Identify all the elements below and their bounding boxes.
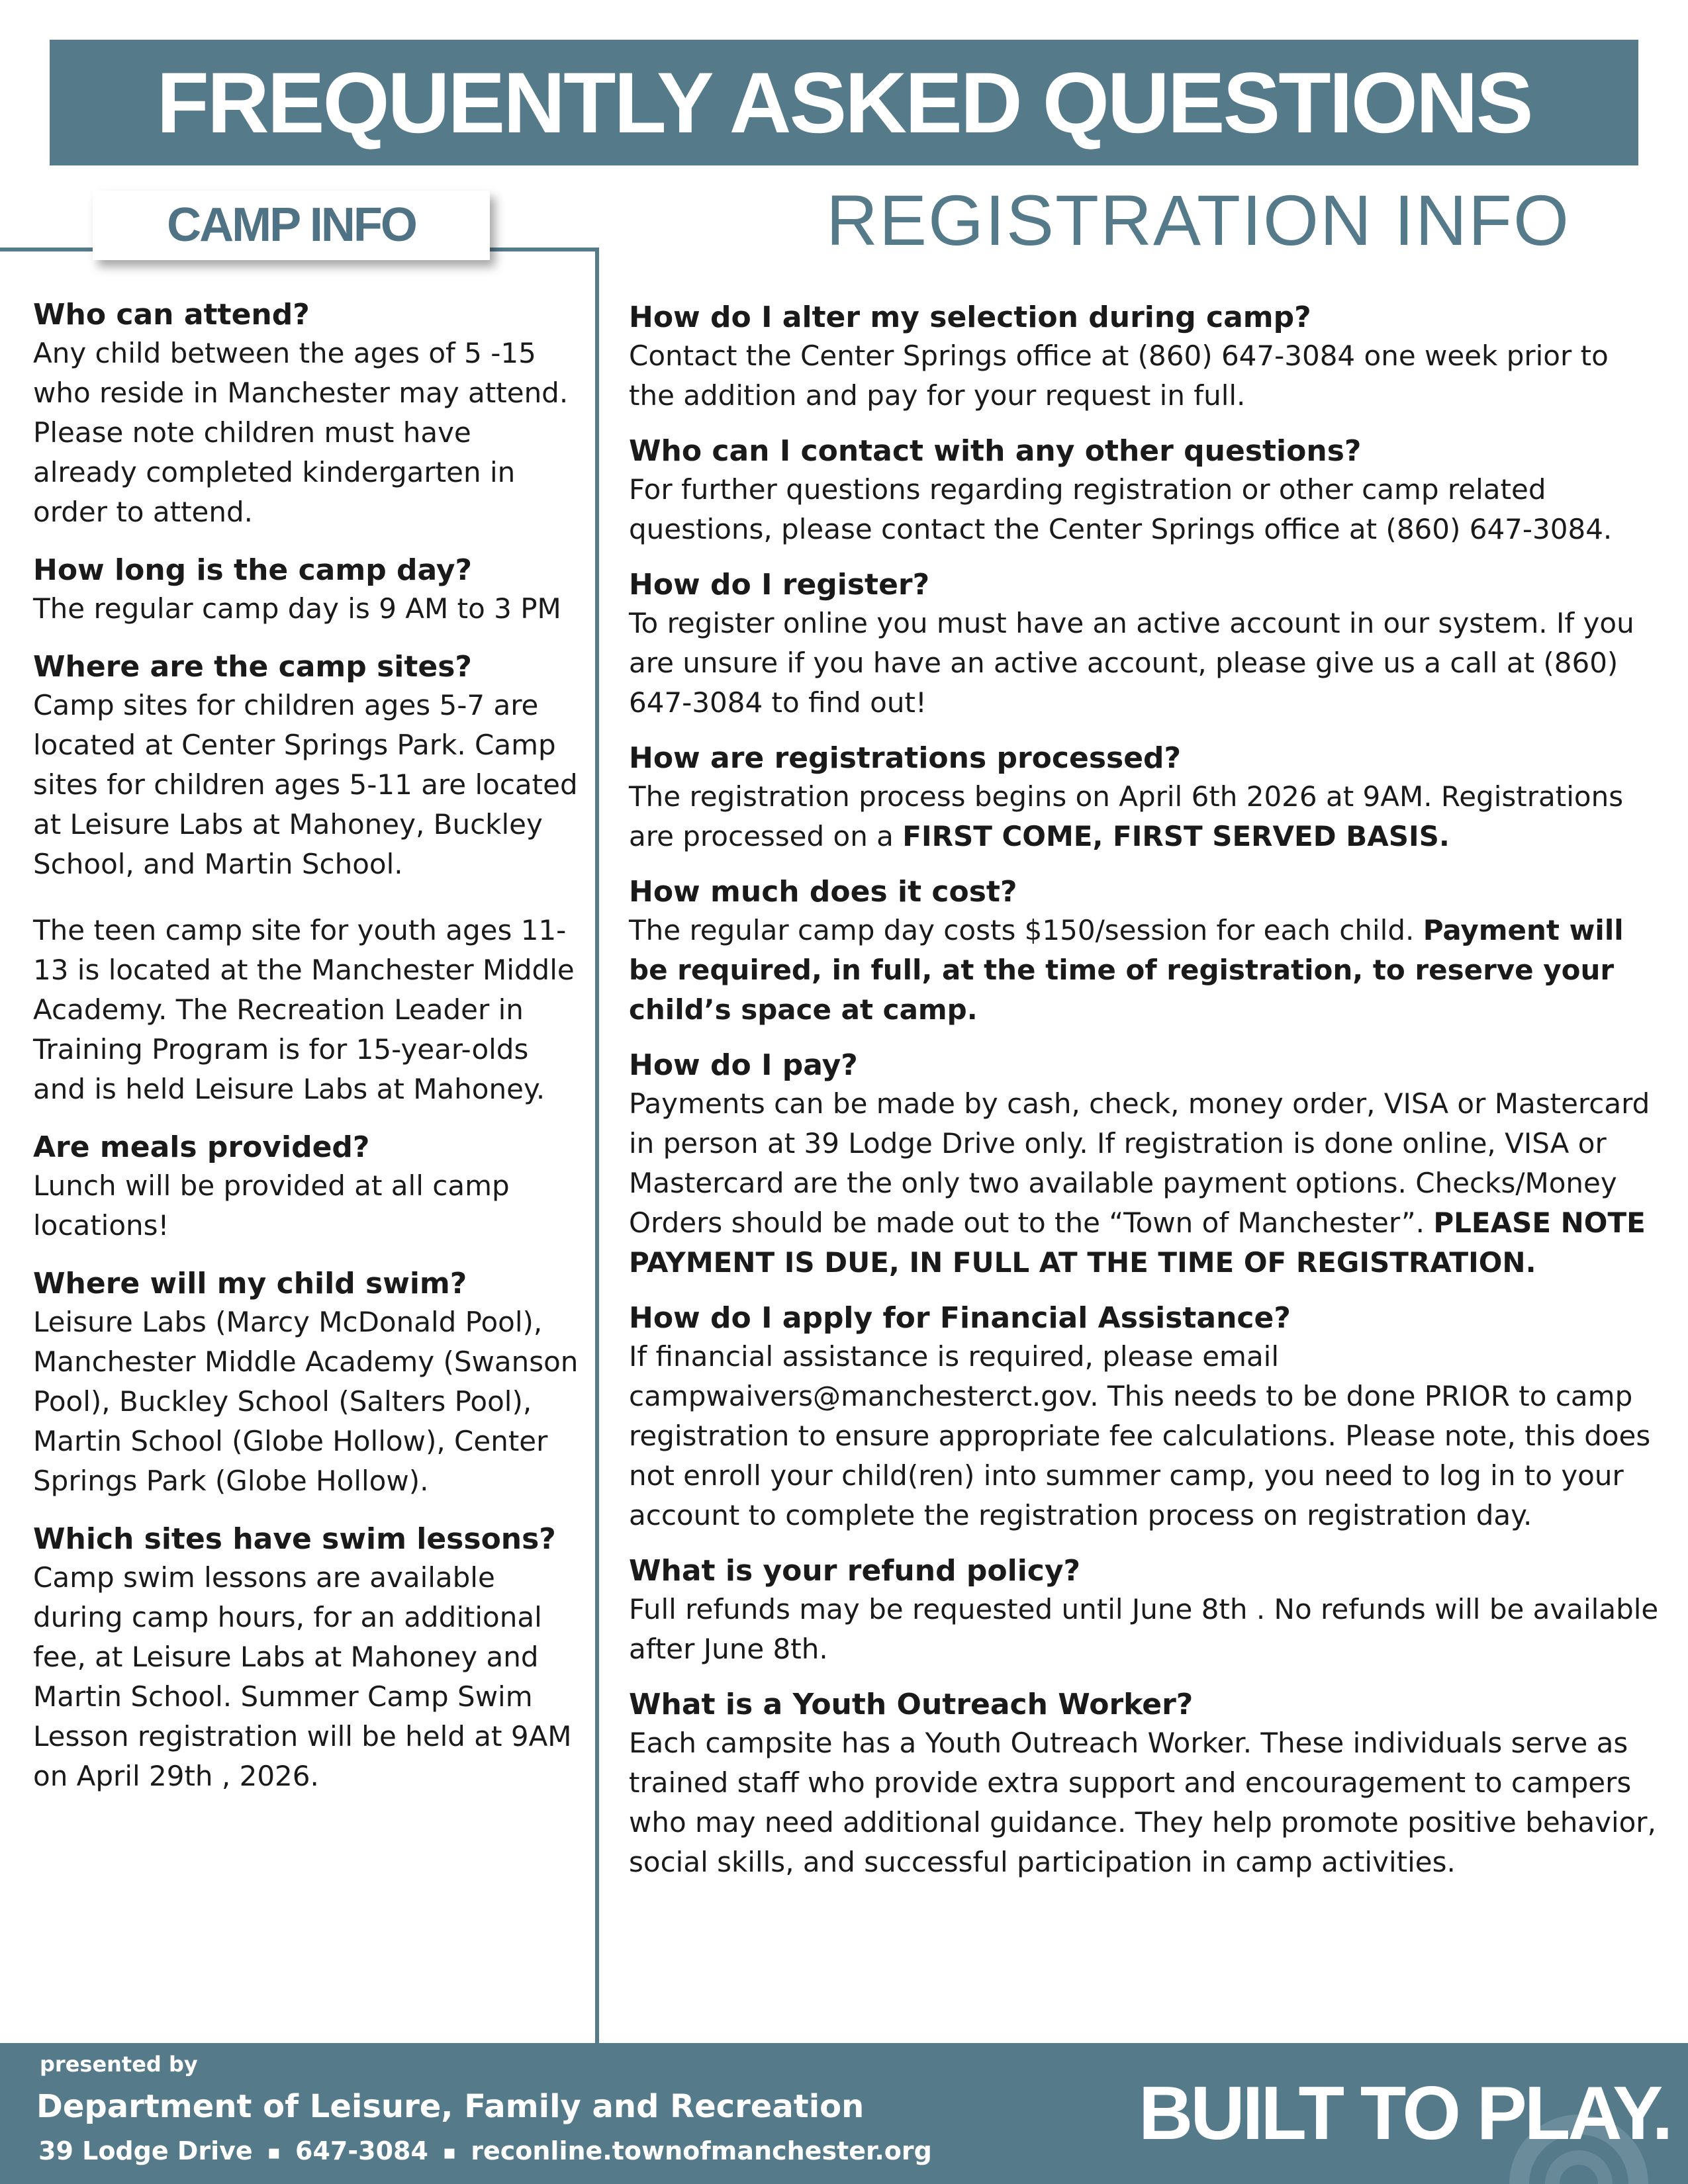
faq-item xyxy=(629,1686,1662,1882)
paragraph-gap xyxy=(33,884,583,911)
address-text: 39 Lodge Drive xyxy=(38,2136,253,2165)
faq-item xyxy=(33,1129,583,1246)
faq-question: Who can I contact with any other questions? xyxy=(629,434,1362,468)
department-name: Department of Leisure, Family and Recreation xyxy=(36,2088,865,2125)
faq-answer: Each campsite has a Youth Outreach Worker. These individuals serve as trained staff who provide extra support and encouragement to campers who may need additional guidance. They help promote positive behavior, social skills, and successful participation in camp activities. xyxy=(629,1727,1656,1878)
faq-item xyxy=(33,1521,583,1796)
faq-answer: Lunch will be provided at all camp locations! xyxy=(33,1169,510,1242)
faq-item xyxy=(33,552,583,629)
faq-item xyxy=(629,740,1662,856)
faq-question: What is your refund policy? xyxy=(629,1554,1081,1588)
website-link[interactable]: reconline.townofmanchester.org xyxy=(471,2136,932,2165)
phone-text: 647-3084 xyxy=(295,2136,428,2165)
camp-info-heading: CAMP INFO xyxy=(167,199,416,251)
faq-answer xyxy=(629,1084,1662,1283)
faq-answer-emphasis: FIRST COME, FIRST SERVED BASIS. xyxy=(902,820,1450,852)
faq-answer: Camp swim lessons are available during camp hours, for an additional fee, at Leisure Labs at Mahoney and Martin School. Summer Camp Swim Lesson registration will be held at 9AM on April 29th , 2026. xyxy=(33,1561,572,1792)
faq-item xyxy=(629,299,1662,416)
faq-item xyxy=(629,1300,1662,1535)
faq-item xyxy=(629,1553,1662,1669)
page-title: FREQUENTLY ASKED QUESTIONS xyxy=(156,54,1532,151)
faq-question: Are meals provided? xyxy=(33,1130,370,1164)
faq-answer: The regular camp day is 9 AM to 3 PM xyxy=(33,592,561,625)
faq-question: How are registrations processed? xyxy=(629,741,1182,775)
faq-answer: Full refunds may be requested until June 8th . No refunds will be available after June 8th. xyxy=(629,1593,1659,1665)
registration-info-heading: REGISTRATION INFO xyxy=(825,180,1571,260)
slogan-logo: BUILT TO PLAY. xyxy=(1139,2071,1671,2156)
faq-answer-text: The regular camp day costs $150/session for each child. xyxy=(629,914,1423,946)
faq-question: How do I pay? xyxy=(629,1048,858,1082)
contact-line xyxy=(38,2136,932,2165)
faq-answer xyxy=(629,777,1662,856)
faq-item xyxy=(33,296,583,532)
faq-answer: Any child between the ages of 5 -15 who reside in Manchester may attend. Please note children must have already completed kindergarten in order to attend. xyxy=(33,337,569,528)
faq-answer: Camp sites for children ages 5-7 are located at Center Springs Park. Camp sites for children ages 5-11 are located at Leisure Labs at Mahoney, Buckley School, and Martin School. xyxy=(33,689,578,880)
faq-question: Which sites have swim lessons? xyxy=(33,1522,556,1556)
faq-question: How much does it cost? xyxy=(629,875,1017,909)
faq-answer: Leisure Labs (Marcy McDonald Pool), Manchester Middle Academy (Swanson Pool), Buckley School (Salters Pool), Martin School (Globe Hollow), Center Springs Park (Globe Hollow). xyxy=(33,1306,579,1497)
faq-answer-emphasis: PLEASE NOTE PAYMENT IS DUE, IN FULL AT THE TIME OF REGISTRATION. xyxy=(629,1206,1646,1279)
faq-question: How long is the camp day? xyxy=(33,553,473,587)
separator-icon: ▪ xyxy=(442,2141,457,2164)
faq-question: Where will my child swim? xyxy=(33,1267,467,1300)
presented-by-label: presented by xyxy=(40,2052,198,2077)
faq-answer: For further questions regarding registration or other camp related questions, please contact the Center Springs office at (860) 647-3084. xyxy=(629,473,1613,545)
faq-answer: To register online you must have an active account in our system. If you are unsure if you have an active account, please give us a call at (860) 647-3084 to find out! xyxy=(629,607,1634,719)
faq-item xyxy=(629,874,1662,1030)
faq-question: What is a Youth Outreach Worker? xyxy=(629,1688,1194,1721)
faq-answer: If financial assistance is required, please email campwaivers@manchesterct.gov. This needs to be done PRIOR to camp registration to ensure appropriate fee calculations. Please note, this does not enroll your child(ren) into summer camp, you need to log in to your account to complete the registration process on registration day. xyxy=(629,1340,1651,1531)
camp-info-column xyxy=(33,296,583,1816)
faq-question: How do I apply for Financial Assistance? xyxy=(629,1301,1291,1335)
faq-answer-text: Payments can be made by cash, check, money order, VISA or Mastercard in person at 39 Lodge Drive only. If registration is done online, VISA or Mastercard are the only two available payment options. Checks/Money Orders should be made out to the “Town of Manchester”. xyxy=(629,1087,1650,1239)
faq-answer: Contact the Center Springs office at (860) 647-3084 one week prior to the addition and pay for your request in full. xyxy=(629,340,1609,412)
faq-question: How do I alter my selection during camp? xyxy=(629,300,1311,334)
faq-question: Who can attend? xyxy=(33,298,310,332)
faq-answer xyxy=(629,911,1662,1030)
faq-answer-emphasis: Payment will be required, in full, at the time of registration, to reserve your child’s space at camp. xyxy=(629,914,1624,1026)
separator-icon: ▪ xyxy=(267,2141,281,2164)
registration-info-column xyxy=(629,299,1662,1899)
faq-item xyxy=(629,1047,1662,1283)
faq-item xyxy=(629,433,1662,549)
faq-question: Where are the camp sites? xyxy=(33,650,472,684)
faq-answer-continued: The teen camp site for youth ages 11-13 is located at the Manchester Middle Academy. The Recreation Leader in Training Program is for 15-year-olds and is held Leisure Labs at Mahoney. xyxy=(33,914,575,1105)
faq-answer-text: The registration process begins on April 6th 2026 at 9AM. Registrations are processed on a xyxy=(629,780,1624,852)
column-divider xyxy=(595,248,599,2043)
faq-item xyxy=(33,1265,583,1501)
faq-question: How do I register? xyxy=(629,568,930,602)
faq-item xyxy=(33,649,583,1109)
faq-item xyxy=(629,567,1662,723)
